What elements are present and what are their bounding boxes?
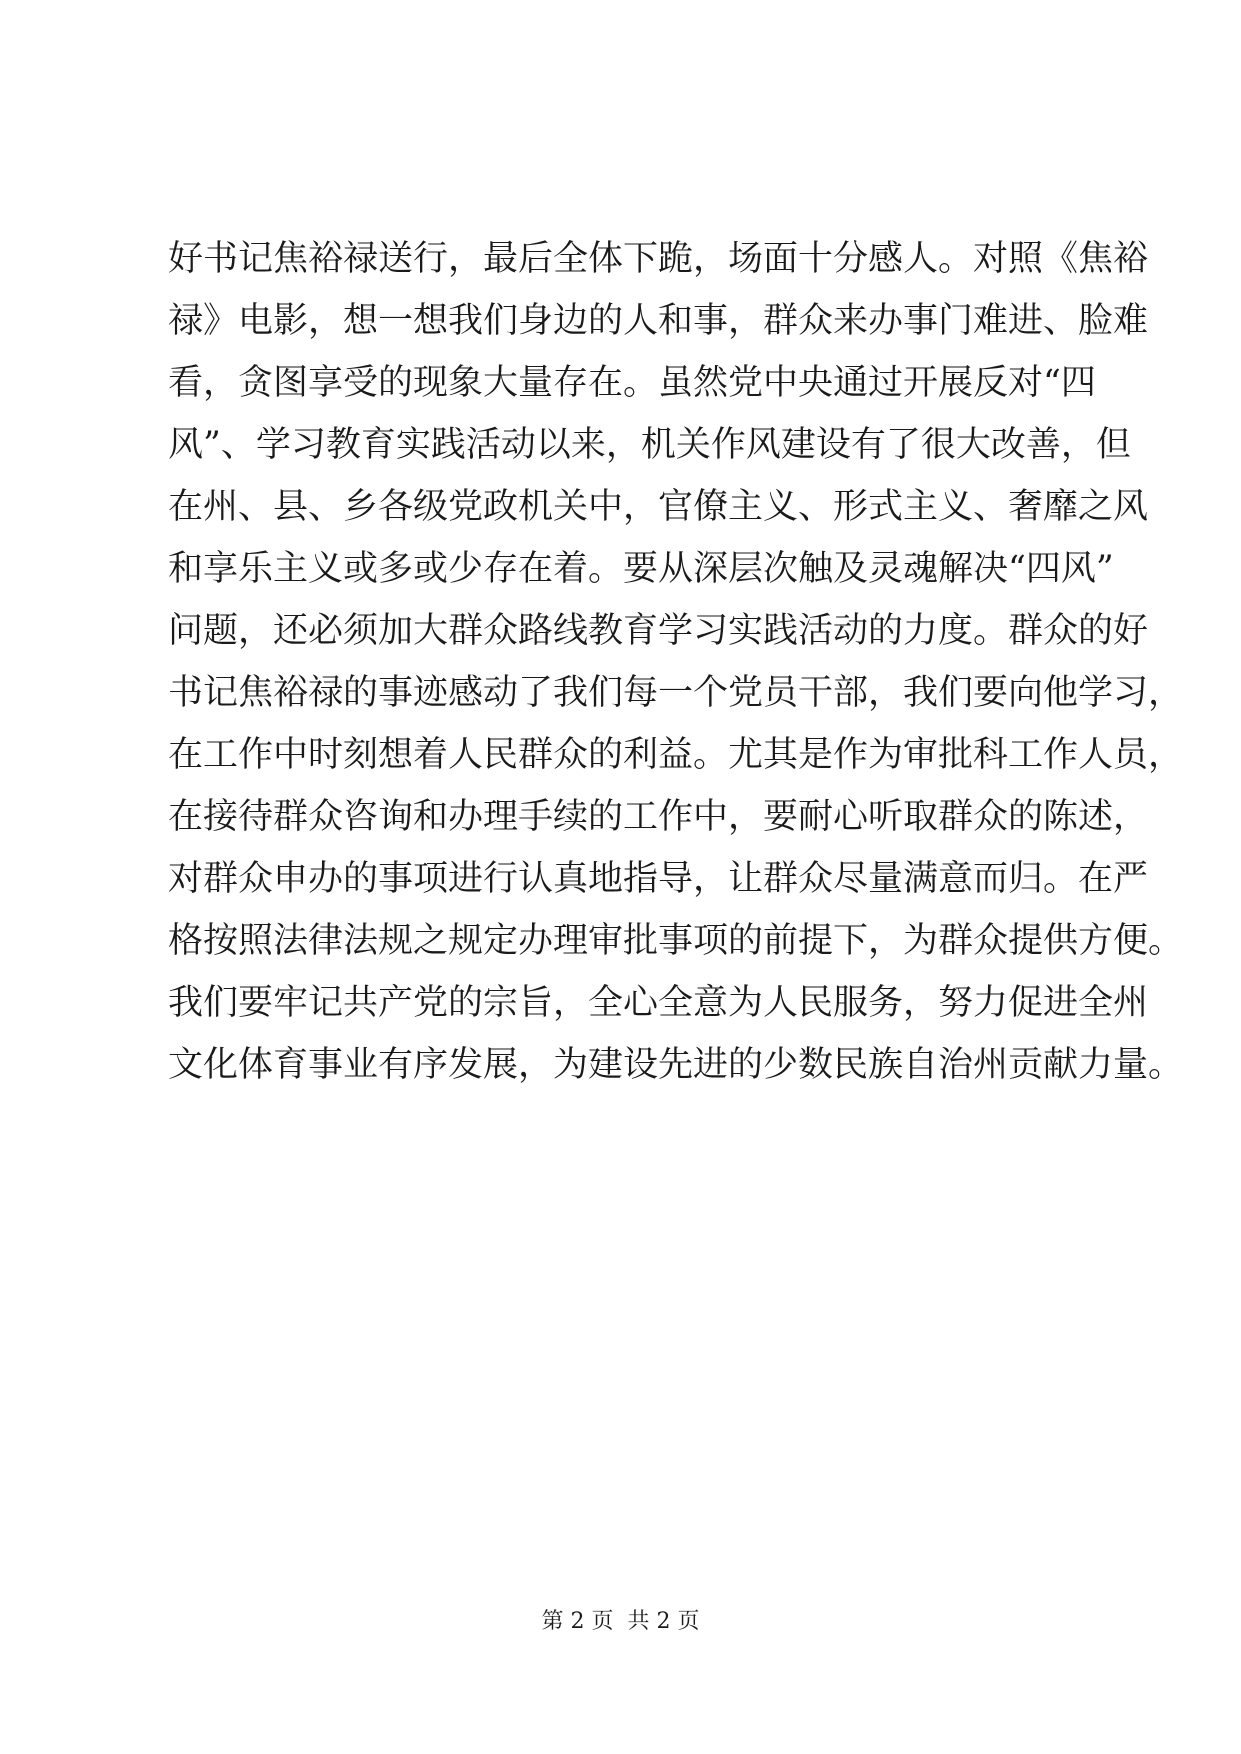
text-line: 和享乐主义或多或少存在着。要从深层次触及灵魂解决“四风” bbox=[168, 549, 1114, 589]
page-number: 第 2 页 bbox=[541, 1609, 614, 1634]
text-line: 我们要牢记共产党的宗旨，全心全意为人民服务，努力促进全州 bbox=[168, 983, 1149, 1023]
text-line: 看，贪图享受的现象大量存在。虽然党中央通过开展反对“四 bbox=[168, 363, 1096, 403]
text-line: 对群众申办的事项进行认真地指导，让群众尽量满意而归。在严 bbox=[168, 859, 1149, 899]
text-line: 禄》电影，想一想我们身边的人和事，群众来办事门难进、脸难 bbox=[168, 301, 1149, 341]
total-pages: 共 2 页 bbox=[627, 1609, 700, 1634]
text-line: 在接待群众咨询和办理手续的工作中，要耐心听取群众的陈述， bbox=[168, 797, 1149, 837]
text-line: 好书记焦裕禄送行，最后全体下跪，场面十分感人。对照《焦裕 bbox=[168, 239, 1149, 279]
text-line: 在工作中时刻想着人民群众的利益。尤其是作为审批科工作人员， bbox=[168, 735, 1184, 775]
text-line: 格按照法律法规之规定办理审批事项的前提下，为群众提供方便。 bbox=[168, 921, 1184, 961]
body-paragraph bbox=[168, 228, 1184, 1096]
text-line: 风”、学习教育实践活动以来，机关作风建设有了很大改善，但 bbox=[168, 425, 1131, 465]
text-line: 问题，还必须加大群众路线教育学习实践活动的力度。群众的好 bbox=[168, 611, 1149, 651]
text-line: 在州、县、乡各级党政机关中，官僚主义、形式主义、奢靡之风 bbox=[168, 487, 1149, 527]
text-line: 书记焦裕禄的事迹感动了我们每一个党员干部，我们要向他学习， bbox=[168, 673, 1184, 713]
text-line: 文化体育事业有序发展，为建设先进的少数民族自治州贡献力量。 bbox=[168, 1045, 1184, 1085]
page-footer bbox=[0, 1607, 1241, 1637]
